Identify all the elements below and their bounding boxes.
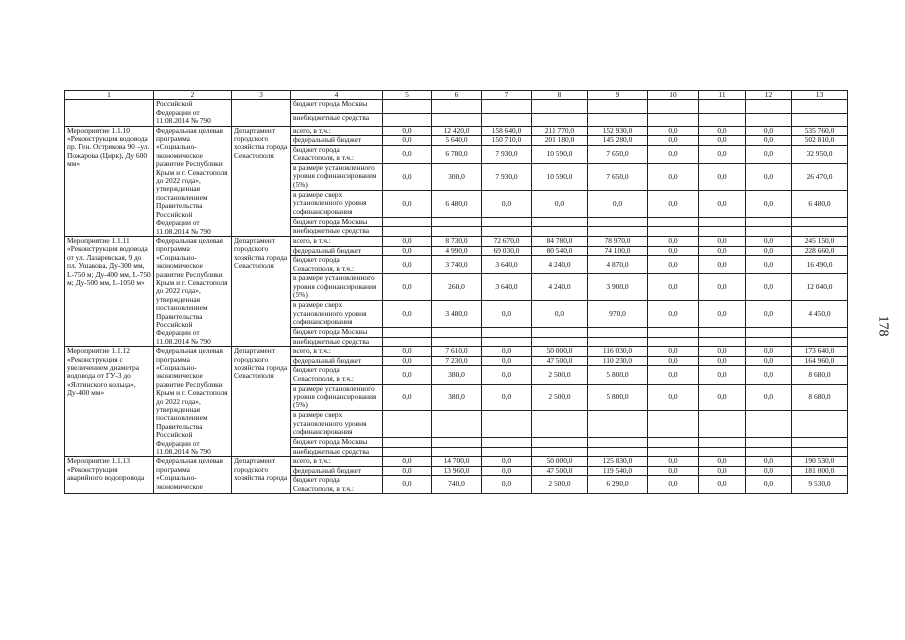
value-cell <box>383 227 432 237</box>
value-cell: 4 990,0 <box>432 246 482 256</box>
value-cell: 0,0 <box>746 246 792 256</box>
value-cell: 6 780,0 <box>432 145 482 163</box>
value-cell: 0,0 <box>648 366 699 384</box>
value-cell <box>432 447 482 457</box>
value-cell <box>792 411 848 438</box>
value-cell: 0,0 <box>746 347 792 357</box>
value-cell: 0,0 <box>746 236 792 246</box>
value-cell <box>588 100 648 113</box>
value-cell: 3 640,0 <box>482 256 532 274</box>
value-cell: 0,0 <box>532 301 588 328</box>
value-cell: 2 500,0 <box>532 366 588 384</box>
value-cell: 164 960,0 <box>792 356 848 366</box>
value-cell: 245 150,0 <box>792 236 848 246</box>
measure-name: Мероприятие 1.1.10 «Реконструкция водовода пр. Ген. Острякова 90 –ул. Пожарова (Цирк), Ду 600 мм» <box>65 126 154 236</box>
department-cell: Департамент городского хозяйства города Севастополя <box>232 236 291 346</box>
value-cell: 7 930,0 <box>482 145 532 163</box>
value-cell: 10 590,0 <box>532 145 588 163</box>
value-cell <box>532 100 588 113</box>
value-cell <box>432 411 482 438</box>
value-cell: 8 680,0 <box>792 366 848 384</box>
source-cell: федеральный бюджет <box>291 466 383 475</box>
value-cell: 12 040,0 <box>792 274 848 301</box>
value-cell: 6 290,0 <box>588 476 648 494</box>
value-cell <box>432 227 482 237</box>
source-cell: бюджет города Севастополя, в т.ч.: <box>291 366 383 384</box>
source-cell: внебюджетные средства <box>291 227 383 237</box>
source-cell: федеральный бюджет <box>291 356 383 366</box>
table-row <box>65 236 848 246</box>
value-cell: 7 650,0 <box>588 145 648 163</box>
value-cell <box>532 217 588 227</box>
source-cell: в размере сверх установленного уровня софинансирования <box>291 190 383 217</box>
value-cell <box>746 100 792 113</box>
value-cell <box>383 100 432 113</box>
header-cell: 13 <box>792 91 848 100</box>
value-cell <box>588 217 648 227</box>
value-cell: 0,0 <box>648 476 699 494</box>
value-cell: 150 710,0 <box>482 136 532 146</box>
value-cell: 0,0 <box>383 190 432 217</box>
value-cell: 110 230,0 <box>588 356 648 366</box>
source-cell: бюджет города Москвы <box>291 217 383 227</box>
department-cell: Департамент городского хозяйства города Севастополя <box>232 126 291 236</box>
source-cell: в размере установленного уровня софинансирования (5%) <box>291 384 383 411</box>
value-cell: 116 030,0 <box>588 347 648 357</box>
value-cell: 0,0 <box>699 236 746 246</box>
value-cell <box>588 438 648 448</box>
value-cell: 0,0 <box>746 476 792 494</box>
value-cell: 0,0 <box>588 190 648 217</box>
source-cell: бюджет города Москвы <box>291 438 383 448</box>
source-cell: в размере установленного уровня софинансирования (5%) <box>291 164 383 191</box>
value-cell <box>482 438 532 448</box>
value-cell <box>746 337 792 347</box>
value-cell: 2 500,0 <box>532 384 588 411</box>
value-cell: 152 930,0 <box>588 126 648 136</box>
value-cell: 13 960,0 <box>432 466 482 475</box>
measure-name: Мероприятие 1.1.13 «Реконструкция аварийного водопровода <box>65 457 154 494</box>
value-cell <box>432 337 482 347</box>
value-cell: 7 650,0 <box>588 164 648 191</box>
table-body <box>65 91 848 494</box>
value-cell: 0,0 <box>648 190 699 217</box>
value-cell: 0,0 <box>383 164 432 191</box>
value-cell: 0,0 <box>699 126 746 136</box>
value-cell: 119 540,0 <box>588 466 648 475</box>
value-cell <box>532 438 588 448</box>
value-cell: 0,0 <box>699 457 746 466</box>
value-cell: 181 000,0 <box>792 466 848 475</box>
value-cell: 5 640,0 <box>432 136 482 146</box>
value-cell: 0,0 <box>383 136 432 146</box>
department-cell: Департамент городского хозяйства города Севастополя <box>232 347 291 457</box>
value-cell: 0,0 <box>699 256 746 274</box>
value-cell: 8 730,0 <box>432 236 482 246</box>
header-cell: 11 <box>699 91 746 100</box>
program-cell: Российской Федерации от 11.08.2014 № 790 <box>154 100 232 126</box>
value-cell: 69 030,0 <box>482 246 532 256</box>
value-cell: 16 490,0 <box>792 256 848 274</box>
value-cell <box>648 337 699 347</box>
header-cell: 3 <box>232 91 291 100</box>
value-cell: 0,0 <box>648 301 699 328</box>
value-cell <box>588 227 648 237</box>
value-cell: 72 670,0 <box>482 236 532 246</box>
value-cell: 10 590,0 <box>532 164 588 191</box>
value-cell <box>383 337 432 347</box>
value-cell: 125 830,0 <box>588 457 648 466</box>
value-cell: 0,0 <box>482 384 532 411</box>
cell-empty <box>65 100 154 126</box>
value-cell <box>532 113 588 126</box>
value-cell: 0,0 <box>482 301 532 328</box>
value-cell: 0,0 <box>383 476 432 494</box>
value-cell: 0,0 <box>746 301 792 328</box>
measure-name: Мероприятие 1.1.12 «Реконструкция с увеличением диаметра водовода от ГУ-3 до «Ялтинского кольца», Ду-400 мм» <box>65 347 154 457</box>
value-cell <box>482 337 532 347</box>
value-cell: 80 540,0 <box>532 246 588 256</box>
value-cell: 0,0 <box>648 136 699 146</box>
header-cell: 5 <box>383 91 432 100</box>
value-cell: 78 970,0 <box>588 236 648 246</box>
value-cell <box>648 447 699 457</box>
value-cell: 0,0 <box>648 356 699 366</box>
value-cell: 0,0 <box>648 384 699 411</box>
value-cell: 0,0 <box>383 457 432 466</box>
value-cell: 0,0 <box>383 356 432 366</box>
value-cell: 4 240,0 <box>532 274 588 301</box>
value-cell: 0,0 <box>699 347 746 357</box>
value-cell: 0,0 <box>383 126 432 136</box>
value-cell <box>792 227 848 237</box>
value-cell: 0,0 <box>699 136 746 146</box>
budget-table <box>64 90 848 494</box>
value-cell: 5 800,0 <box>588 366 648 384</box>
value-cell <box>532 227 588 237</box>
value-cell: 0,0 <box>699 466 746 475</box>
value-cell: 26 470,0 <box>792 164 848 191</box>
source-cell: бюджет города Севастополя, в т.ч.: <box>291 256 383 274</box>
value-cell: 0,0 <box>383 466 432 475</box>
value-cell: 5 800,0 <box>588 384 648 411</box>
source-cell: в размере установленного уровня софинансирования (5%) <box>291 274 383 301</box>
source-cell: всего, в т.ч.: <box>291 236 383 246</box>
value-cell <box>746 217 792 227</box>
value-cell: 0,0 <box>699 164 746 191</box>
table-row <box>65 126 848 136</box>
source-cell: бюджет города Москвы <box>291 327 383 337</box>
value-cell: 0,0 <box>746 126 792 136</box>
value-cell: 7 930,0 <box>482 164 532 191</box>
value-cell <box>482 113 532 126</box>
value-cell <box>482 447 532 457</box>
value-cell: 173 640,0 <box>792 347 848 357</box>
value-cell: 0,0 <box>699 356 746 366</box>
value-cell: 4 240,0 <box>532 256 588 274</box>
value-cell: 14 700,0 <box>432 457 482 466</box>
value-cell: 0,0 <box>648 236 699 246</box>
value-cell: 0,0 <box>383 256 432 274</box>
value-cell <box>792 217 848 227</box>
value-cell <box>648 113 699 126</box>
value-cell <box>699 227 746 237</box>
value-cell: 0,0 <box>699 301 746 328</box>
header-cell: 9 <box>588 91 648 100</box>
value-cell: 8 680,0 <box>792 384 848 411</box>
header-cell: 7 <box>482 91 532 100</box>
value-cell: 0,0 <box>383 246 432 256</box>
value-cell: 0,0 <box>532 190 588 217</box>
value-cell <box>532 447 588 457</box>
value-cell: 0,0 <box>648 164 699 191</box>
value-cell <box>482 217 532 227</box>
value-cell: 6 480,0 <box>432 190 482 217</box>
value-cell <box>482 100 532 113</box>
value-cell: 0,0 <box>482 366 532 384</box>
value-cell: 84 780,0 <box>532 236 588 246</box>
value-cell: 50 000,0 <box>532 457 588 466</box>
value-cell: 201 180,0 <box>532 136 588 146</box>
value-cell <box>699 113 746 126</box>
value-cell <box>532 411 588 438</box>
value-cell: 0,0 <box>648 126 699 136</box>
value-cell: 0,0 <box>648 145 699 163</box>
source-cell: внебюджетные средства <box>291 447 383 457</box>
table-row <box>65 457 848 466</box>
header-row <box>65 91 848 100</box>
value-cell: 211 770,0 <box>532 126 588 136</box>
value-cell: 50 000,0 <box>532 347 588 357</box>
value-cell <box>746 438 792 448</box>
value-cell <box>792 337 848 347</box>
value-cell: 0,0 <box>383 347 432 357</box>
program-cell: Федеральная целевая программа «Социально-экономическое развитие Республики Крым и г. Севастополя до 2022 года», утвержденная постановлением Правительства Российской Федерации от 11.08.2014 № 790 <box>154 126 232 236</box>
value-cell <box>648 227 699 237</box>
header-cell: 1 <box>65 91 154 100</box>
value-cell: 740,0 <box>432 476 482 494</box>
value-cell <box>482 411 532 438</box>
value-cell: 3 900,0 <box>588 274 648 301</box>
header-cell: 10 <box>648 91 699 100</box>
value-cell: 0,0 <box>482 190 532 217</box>
source-cell: всего, в т.ч.: <box>291 457 383 466</box>
value-cell <box>792 100 848 113</box>
source-cell: бюджет города Севастополя, в т.ч.: <box>291 476 383 494</box>
value-cell: 12 420,0 <box>432 126 482 136</box>
value-cell <box>746 327 792 337</box>
value-cell: 47 500,0 <box>532 356 588 366</box>
value-cell <box>383 217 432 227</box>
value-cell <box>699 100 746 113</box>
value-cell <box>746 447 792 457</box>
source-cell: федеральный бюджет <box>291 246 383 256</box>
value-cell <box>648 217 699 227</box>
table-row <box>65 100 848 113</box>
value-cell: 74 100,0 <box>588 246 648 256</box>
value-cell <box>792 438 848 448</box>
value-cell <box>432 217 482 227</box>
value-cell: 0,0 <box>699 384 746 411</box>
value-cell: 0,0 <box>482 347 532 357</box>
value-cell: 0,0 <box>699 476 746 494</box>
header-cell: 8 <box>532 91 588 100</box>
value-cell: 47 500,0 <box>532 466 588 475</box>
value-cell <box>588 337 648 347</box>
value-cell: 228 660,0 <box>792 246 848 256</box>
source-cell: бюджет города Москвы <box>291 100 383 113</box>
value-cell <box>648 411 699 438</box>
value-cell <box>482 227 532 237</box>
value-cell <box>383 113 432 126</box>
value-cell: 970,0 <box>588 301 648 328</box>
value-cell <box>746 227 792 237</box>
value-cell: 300,0 <box>432 164 482 191</box>
value-cell: 0,0 <box>482 476 532 494</box>
value-cell <box>532 337 588 347</box>
value-cell <box>482 327 532 337</box>
value-cell <box>699 411 746 438</box>
value-cell <box>383 447 432 457</box>
value-cell: 380,0 <box>432 384 482 411</box>
value-cell: 0,0 <box>746 384 792 411</box>
value-cell: 7 610,0 <box>432 347 482 357</box>
source-cell: федеральный бюджет <box>291 136 383 146</box>
value-cell <box>699 337 746 347</box>
value-cell: 190 530,0 <box>792 457 848 466</box>
value-cell: 0,0 <box>482 356 532 366</box>
value-cell <box>648 327 699 337</box>
value-cell: 158 640,0 <box>482 126 532 136</box>
source-cell: в размере сверх установленного уровня софинансирования <box>291 301 383 328</box>
value-cell <box>588 411 648 438</box>
value-cell: 3 740,0 <box>432 256 482 274</box>
value-cell <box>792 447 848 457</box>
value-cell: 0,0 <box>648 274 699 301</box>
value-cell: 2 500,0 <box>532 476 588 494</box>
value-cell: 3 480,0 <box>432 301 482 328</box>
value-cell: 0,0 <box>648 347 699 357</box>
header-cell: 6 <box>432 91 482 100</box>
department-cell: Департамент городского хозяйства города <box>232 457 291 494</box>
value-cell <box>792 327 848 337</box>
value-cell: 7 230,0 <box>432 356 482 366</box>
value-cell: 0,0 <box>699 190 746 217</box>
value-cell: 0,0 <box>383 145 432 163</box>
value-cell <box>432 327 482 337</box>
value-cell: 0,0 <box>383 366 432 384</box>
value-cell: 0,0 <box>746 274 792 301</box>
value-cell: 9 530,0 <box>792 476 848 494</box>
value-cell: 502 810,0 <box>792 136 848 146</box>
value-cell: 0,0 <box>648 256 699 274</box>
program-cell: Федеральная целевая программа «Социально-экономическое развитие Республики Крым и г. Севастополя до 2022 года», утвержденная постановлением Правительства Российской Федерации от 11.08.2014 № 790 <box>154 236 232 346</box>
value-cell: 0,0 <box>746 457 792 466</box>
value-cell: 0,0 <box>746 366 792 384</box>
value-cell: 0,0 <box>746 145 792 163</box>
value-cell: 6 480,0 <box>792 190 848 217</box>
value-cell: 0,0 <box>648 457 699 466</box>
value-cell <box>432 438 482 448</box>
value-cell: 145 280,0 <box>588 136 648 146</box>
header-cell: 2 <box>154 91 232 100</box>
value-cell: 0,0 <box>383 384 432 411</box>
value-cell: 0,0 <box>746 356 792 366</box>
value-cell <box>792 113 848 126</box>
value-cell: 0,0 <box>648 246 699 256</box>
table-row <box>65 347 848 357</box>
value-cell: 32 950,0 <box>792 145 848 163</box>
source-cell: в размере сверх установленного уровня софинансирования <box>291 411 383 438</box>
value-cell: 0,0 <box>699 366 746 384</box>
value-cell: 0,0 <box>383 301 432 328</box>
value-cell: 3 640,0 <box>482 274 532 301</box>
program-cell: Федеральная целевая программа «Социально-экономическое развитие Республики Крым и г. Севастополя до 2022 года», утвержденная постановлением Правительства Российской Федерации от 11.08.2014 № 790 <box>154 347 232 457</box>
value-cell: 0,0 <box>482 466 532 475</box>
cell-empty <box>232 100 291 126</box>
value-cell: 0,0 <box>699 246 746 256</box>
value-cell: 0,0 <box>746 136 792 146</box>
value-cell <box>588 113 648 126</box>
value-cell: 0,0 <box>746 466 792 475</box>
value-cell: 0,0 <box>383 236 432 246</box>
value-cell: 0,0 <box>699 274 746 301</box>
value-cell <box>432 100 482 113</box>
program-cell: Федеральная целевая программа «Социально-экономическое <box>154 457 232 494</box>
value-cell <box>383 327 432 337</box>
value-cell <box>746 411 792 438</box>
source-cell: внебюджетные средства <box>291 337 383 347</box>
value-cell: 380,0 <box>432 366 482 384</box>
value-cell: 260,0 <box>432 274 482 301</box>
source-cell: всего, в т.ч.: <box>291 347 383 357</box>
value-cell: 0,0 <box>746 256 792 274</box>
value-cell: 0,0 <box>648 466 699 475</box>
source-cell: бюджет города Севастополя, в т.ч.: <box>291 145 383 163</box>
value-cell <box>383 411 432 438</box>
value-cell: 4 870,0 <box>588 256 648 274</box>
value-cell <box>648 100 699 113</box>
value-cell <box>588 447 648 457</box>
header-cell: 12 <box>746 91 792 100</box>
measure-name: Мероприятие 1.1.11 «Реконструкция водовода от ул. Лазаревская, 9 до пл. Ушакова, Ду-300 мм, L-750 м; Ду-400 мм, L-750 м; Ду-500 мм, L-1050 м» <box>65 236 154 346</box>
value-cell: 0,0 <box>383 274 432 301</box>
value-cell <box>699 447 746 457</box>
header-cell: 4 <box>291 91 383 100</box>
value-cell: 0,0 <box>746 190 792 217</box>
value-cell <box>648 438 699 448</box>
value-cell <box>699 217 746 227</box>
value-cell <box>699 327 746 337</box>
source-cell: всего, в т.ч.: <box>291 126 383 136</box>
value-cell <box>383 438 432 448</box>
page-number: 178 <box>875 315 891 337</box>
value-cell: 535 760,0 <box>792 126 848 136</box>
value-cell: 0,0 <box>699 145 746 163</box>
value-cell: 0,0 <box>746 164 792 191</box>
value-cell <box>746 113 792 126</box>
value-cell <box>588 327 648 337</box>
value-cell <box>432 113 482 126</box>
value-cell: 4 450,0 <box>792 301 848 328</box>
value-cell <box>532 327 588 337</box>
value-cell <box>699 438 746 448</box>
value-cell: 0,0 <box>482 457 532 466</box>
source-cell: внебюджетные средства <box>291 113 383 126</box>
